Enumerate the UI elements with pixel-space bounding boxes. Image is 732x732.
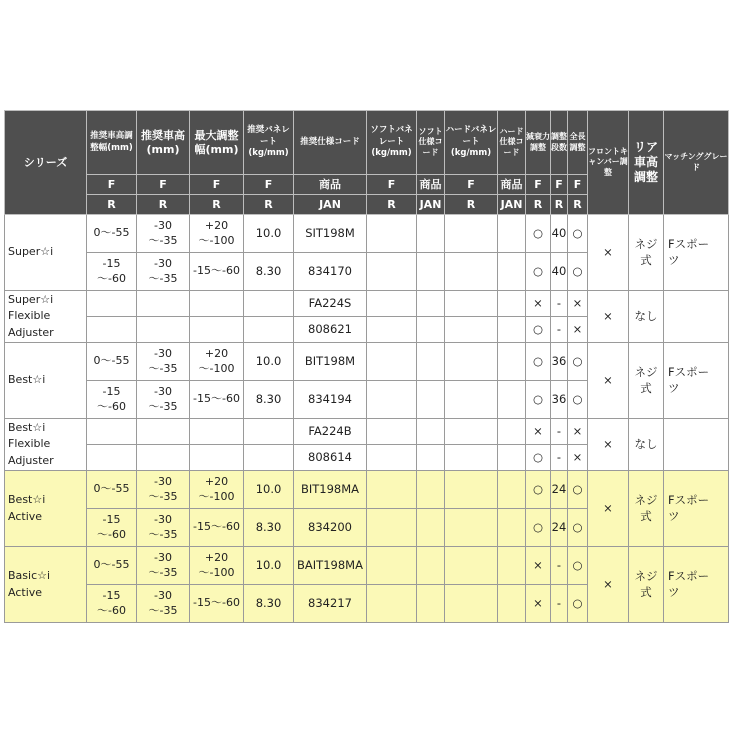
spring-rate-cell: 8.30 <box>244 585 294 623</box>
spec-code-cell: FA224B <box>294 419 367 445</box>
header-r-cell: R <box>190 195 244 215</box>
damping-cell: × <box>526 547 551 585</box>
header-damping-adj: 減衰力調整 <box>526 111 551 175</box>
soft-code-cell <box>417 471 445 509</box>
rec-height-cell <box>137 317 190 343</box>
length-adj-cell: × <box>568 419 588 445</box>
header-f-cell: F <box>137 175 190 195</box>
header-r-cell: JAN <box>498 195 526 215</box>
rec-height-adj-cell <box>87 317 137 343</box>
hard-rate-cell <box>445 317 498 343</box>
matching-grade-cell: Fスポー ツ <box>664 215 729 291</box>
soft-code-cell <box>417 509 445 547</box>
rear-height-adj-cell: ネジ 式 <box>629 343 664 419</box>
soft-rate-cell <box>367 253 417 291</box>
rear-height-adj-cell: なし <box>629 291 664 343</box>
hard-code-cell <box>498 509 526 547</box>
matching-grade-cell: Fスポー ツ <box>664 547 729 623</box>
hard-code-cell <box>498 547 526 585</box>
table-row <box>5 215 729 253</box>
header-f-cell: F <box>445 175 498 195</box>
hard-rate-cell <box>445 471 498 509</box>
rec-height-cell: -30 〜-35 <box>137 215 190 253</box>
table-row <box>5 419 729 445</box>
soft-code-cell <box>417 215 445 253</box>
length-adj-cell: × <box>568 291 588 317</box>
spring-rate-cell <box>244 445 294 471</box>
max-adj-cell <box>190 419 244 445</box>
damping-cell: ○ <box>526 343 551 381</box>
soft-code-cell <box>417 547 445 585</box>
max-adj-cell: -15〜-60 <box>190 585 244 623</box>
soft-code-cell <box>417 419 445 445</box>
header-rear-height-adj: リア車高調整 <box>629 111 664 215</box>
steps-cell: - <box>551 419 568 445</box>
spec-code-cell: 808621 <box>294 317 367 343</box>
spec-code-cell: 834170 <box>294 253 367 291</box>
spring-rate-cell <box>244 317 294 343</box>
header-rec-height: 推奨車高(mm) <box>137 111 190 175</box>
front-camber-cell: × <box>588 547 629 623</box>
soft-code-cell <box>417 445 445 471</box>
hard-code-cell <box>498 445 526 471</box>
damping-cell: × <box>526 419 551 445</box>
steps-cell: - <box>551 585 568 623</box>
damping-cell: ○ <box>526 253 551 291</box>
hard-code-cell <box>498 343 526 381</box>
header-hard-spec-code: ハード仕様コード <box>498 111 526 175</box>
spring-rate-cell: 10.0 <box>244 215 294 253</box>
hard-rate-cell <box>445 585 498 623</box>
hard-code-cell <box>498 585 526 623</box>
table-header <box>5 111 729 215</box>
matching-grade-cell <box>664 291 729 343</box>
header-f-cell: F <box>526 175 551 195</box>
soft-rate-cell <box>367 419 417 445</box>
rec-height-cell: -30 〜-35 <box>137 547 190 585</box>
header-r-cell: JAN <box>417 195 445 215</box>
header-r-cell: R <box>551 195 568 215</box>
rear-height-adj-cell: なし <box>629 419 664 471</box>
steps-cell: 40 <box>551 253 568 291</box>
spring-rate-cell: 8.30 <box>244 253 294 291</box>
spring-rate-cell <box>244 419 294 445</box>
header-f-cell: F <box>190 175 244 195</box>
series-name-cell: Super☆i Flexible Adjuster <box>5 291 87 343</box>
soft-rate-cell <box>367 509 417 547</box>
soft-rate-cell <box>367 215 417 253</box>
rec-height-cell: -30 〜-35 <box>137 381 190 419</box>
hard-code-cell <box>498 291 526 317</box>
soft-rate-cell <box>367 445 417 471</box>
spec-code-cell: 808614 <box>294 445 367 471</box>
header-r-cell: R <box>367 195 417 215</box>
max-adj-cell <box>190 317 244 343</box>
spec-code-cell: BIT198M <box>294 343 367 381</box>
length-adj-cell: ○ <box>568 471 588 509</box>
max-adj-cell: -15〜-60 <box>190 509 244 547</box>
hard-rate-cell <box>445 547 498 585</box>
table-row <box>5 291 729 317</box>
damping-cell: ○ <box>526 445 551 471</box>
max-adj-cell <box>190 445 244 471</box>
rec-height-adj-cell: -15 〜-60 <box>87 509 137 547</box>
table-body <box>5 215 729 623</box>
spring-rate-cell: 8.30 <box>244 509 294 547</box>
length-adj-cell: ○ <box>568 585 588 623</box>
steps-cell: 40 <box>551 215 568 253</box>
header-r-cell: R <box>568 195 588 215</box>
steps-cell: 36 <box>551 381 568 419</box>
damping-cell: ○ <box>526 215 551 253</box>
soft-code-cell <box>417 381 445 419</box>
header-rec-spec-code: 推奨仕様コード <box>294 111 367 175</box>
rec-height-adj-cell: 0〜-55 <box>87 215 137 253</box>
table-row <box>5 343 729 381</box>
steps-cell: 24 <box>551 471 568 509</box>
rec-height-cell <box>137 445 190 471</box>
rec-height-cell <box>137 419 190 445</box>
table-row <box>5 547 729 585</box>
hard-code-cell <box>498 317 526 343</box>
damping-cell: ○ <box>526 509 551 547</box>
header-hard-spring-rate: ハードバネレート(kg/mm) <box>445 111 498 175</box>
rec-height-cell: -30 〜-35 <box>137 471 190 509</box>
rec-height-cell: -30 〜-35 <box>137 509 190 547</box>
max-adj-cell <box>190 291 244 317</box>
header-rec-height-adj-range: 推奨車高調整幅(mm) <box>87 111 137 175</box>
matching-grade-cell <box>664 419 729 471</box>
header-f-cell: 商品 <box>498 175 526 195</box>
header-adj-steps: 調整段数 <box>551 111 568 175</box>
length-adj-cell: ○ <box>568 343 588 381</box>
header-f-cell: F <box>367 175 417 195</box>
soft-code-cell <box>417 585 445 623</box>
spring-rate-cell: 10.0 <box>244 547 294 585</box>
series-name-cell: Super☆i <box>5 215 87 291</box>
header-f-cell: F <box>568 175 588 195</box>
spec-code-cell: SIT198M <box>294 215 367 253</box>
soft-rate-cell <box>367 343 417 381</box>
table-row <box>5 471 729 509</box>
rear-height-adj-cell: ネジ 式 <box>629 215 664 291</box>
max-adj-cell: +20 〜-100 <box>190 547 244 585</box>
hard-code-cell <box>498 381 526 419</box>
hard-rate-cell <box>445 215 498 253</box>
soft-rate-cell <box>367 585 417 623</box>
series-name-cell: Best☆i <box>5 343 87 419</box>
rec-height-adj-cell: 0〜-55 <box>87 547 137 585</box>
spec-code-cell: 834217 <box>294 585 367 623</box>
steps-cell: 24 <box>551 509 568 547</box>
header-rec-spring-rate: 推奨バネレート(kg/mm) <box>244 111 294 175</box>
spec-code-cell: 834194 <box>294 381 367 419</box>
front-camber-cell: × <box>588 419 629 471</box>
header-f-cell: 商品 <box>294 175 367 195</box>
damping-cell: ○ <box>526 381 551 419</box>
soft-rate-cell <box>367 317 417 343</box>
soft-code-cell <box>417 253 445 291</box>
hard-code-cell <box>498 471 526 509</box>
max-adj-cell: -15〜-60 <box>190 253 244 291</box>
rec-height-adj-cell: 0〜-55 <box>87 343 137 381</box>
rec-height-adj-cell <box>87 419 137 445</box>
rec-height-adj-cell <box>87 445 137 471</box>
hard-rate-cell <box>445 291 498 317</box>
series-name-cell: Best☆i Active <box>5 471 87 547</box>
spec-code-cell: BIT198MA <box>294 471 367 509</box>
spring-rate-cell <box>244 291 294 317</box>
hard-rate-cell <box>445 253 498 291</box>
spring-rate-cell: 10.0 <box>244 343 294 381</box>
header-max-adj-range: 最大調整幅(mm) <box>190 111 244 175</box>
length-adj-cell: ○ <box>568 381 588 419</box>
rec-height-cell: -30 〜-35 <box>137 253 190 291</box>
header-r-cell: JAN <box>294 195 367 215</box>
spec-table <box>4 110 729 623</box>
spec-table-container <box>4 110 729 623</box>
series-name-cell: Best☆i Flexible Adjuster <box>5 419 87 471</box>
rec-height-cell: -30 〜-35 <box>137 585 190 623</box>
rec-height-adj-cell: -15 〜-60 <box>87 253 137 291</box>
header-f-cell: F <box>244 175 294 195</box>
steps-cell: - <box>551 445 568 471</box>
spec-code-cell: FA224S <box>294 291 367 317</box>
header-r-cell: R <box>445 195 498 215</box>
header-series: シリーズ <box>5 111 87 215</box>
header-r-cell: R <box>526 195 551 215</box>
hard-rate-cell <box>445 419 498 445</box>
rec-height-cell <box>137 291 190 317</box>
length-adj-cell: ○ <box>568 509 588 547</box>
spec-code-cell: BAIT198MA <box>294 547 367 585</box>
max-adj-cell: -15〜-60 <box>190 381 244 419</box>
soft-rate-cell <box>367 381 417 419</box>
hard-code-cell <box>498 419 526 445</box>
matching-grade-cell: Fスポー ツ <box>664 471 729 547</box>
header-r-cell: R <box>87 195 137 215</box>
soft-rate-cell <box>367 471 417 509</box>
front-camber-cell: × <box>588 343 629 419</box>
header-r-cell: R <box>244 195 294 215</box>
length-adj-cell: ○ <box>568 547 588 585</box>
rec-height-adj-cell: 0〜-55 <box>87 471 137 509</box>
length-adj-cell: × <box>568 317 588 343</box>
steps-cell: - <box>551 291 568 317</box>
hard-rate-cell <box>445 509 498 547</box>
hard-rate-cell <box>445 445 498 471</box>
steps-cell: - <box>551 317 568 343</box>
series-name-cell: Basic☆i Active <box>5 547 87 623</box>
rec-height-adj-cell: -15 〜-60 <box>87 381 137 419</box>
soft-code-cell <box>417 317 445 343</box>
header-matching-grade: マッチンググレード <box>664 111 729 215</box>
soft-rate-cell <box>367 547 417 585</box>
header-f-cell: F <box>551 175 568 195</box>
length-adj-cell: × <box>568 445 588 471</box>
hard-code-cell <box>498 253 526 291</box>
header-full-length-adj: 全長調整 <box>568 111 588 175</box>
header-f-cell: 商品 <box>417 175 445 195</box>
front-camber-cell: × <box>588 471 629 547</box>
matching-grade-cell: Fスポー ツ <box>664 343 729 419</box>
damping-cell: ○ <box>526 471 551 509</box>
header-f-cell: F <box>87 175 137 195</box>
hard-code-cell <box>498 215 526 253</box>
rec-height-adj-cell: -15 〜-60 <box>87 585 137 623</box>
damping-cell: × <box>526 585 551 623</box>
header-soft-spec-code: ソフト仕様コード <box>417 111 445 175</box>
steps-cell: - <box>551 547 568 585</box>
steps-cell: 36 <box>551 343 568 381</box>
rec-height-cell: -30 〜-35 <box>137 343 190 381</box>
soft-code-cell <box>417 291 445 317</box>
front-camber-cell: × <box>588 215 629 291</box>
length-adj-cell: ○ <box>568 215 588 253</box>
rear-height-adj-cell: ネジ 式 <box>629 471 664 547</box>
soft-rate-cell <box>367 291 417 317</box>
rear-height-adj-cell: ネジ 式 <box>629 547 664 623</box>
spring-rate-cell: 8.30 <box>244 381 294 419</box>
damping-cell: × <box>526 291 551 317</box>
hard-rate-cell <box>445 343 498 381</box>
rec-height-adj-cell <box>87 291 137 317</box>
max-adj-cell: +20 〜-100 <box>190 343 244 381</box>
max-adj-cell: +20 〜-100 <box>190 471 244 509</box>
front-camber-cell: × <box>588 291 629 343</box>
spec-code-cell: 834200 <box>294 509 367 547</box>
max-adj-cell: +20 〜-100 <box>190 215 244 253</box>
header-r-cell: R <box>137 195 190 215</box>
spring-rate-cell: 10.0 <box>244 471 294 509</box>
damping-cell: ○ <box>526 317 551 343</box>
length-adj-cell: ○ <box>568 253 588 291</box>
header-front-camber: フロントキャンバー調整 <box>588 111 629 215</box>
hard-rate-cell <box>445 381 498 419</box>
header-soft-spring-rate: ソフトバネレート(kg/mm) <box>367 111 417 175</box>
soft-code-cell <box>417 343 445 381</box>
